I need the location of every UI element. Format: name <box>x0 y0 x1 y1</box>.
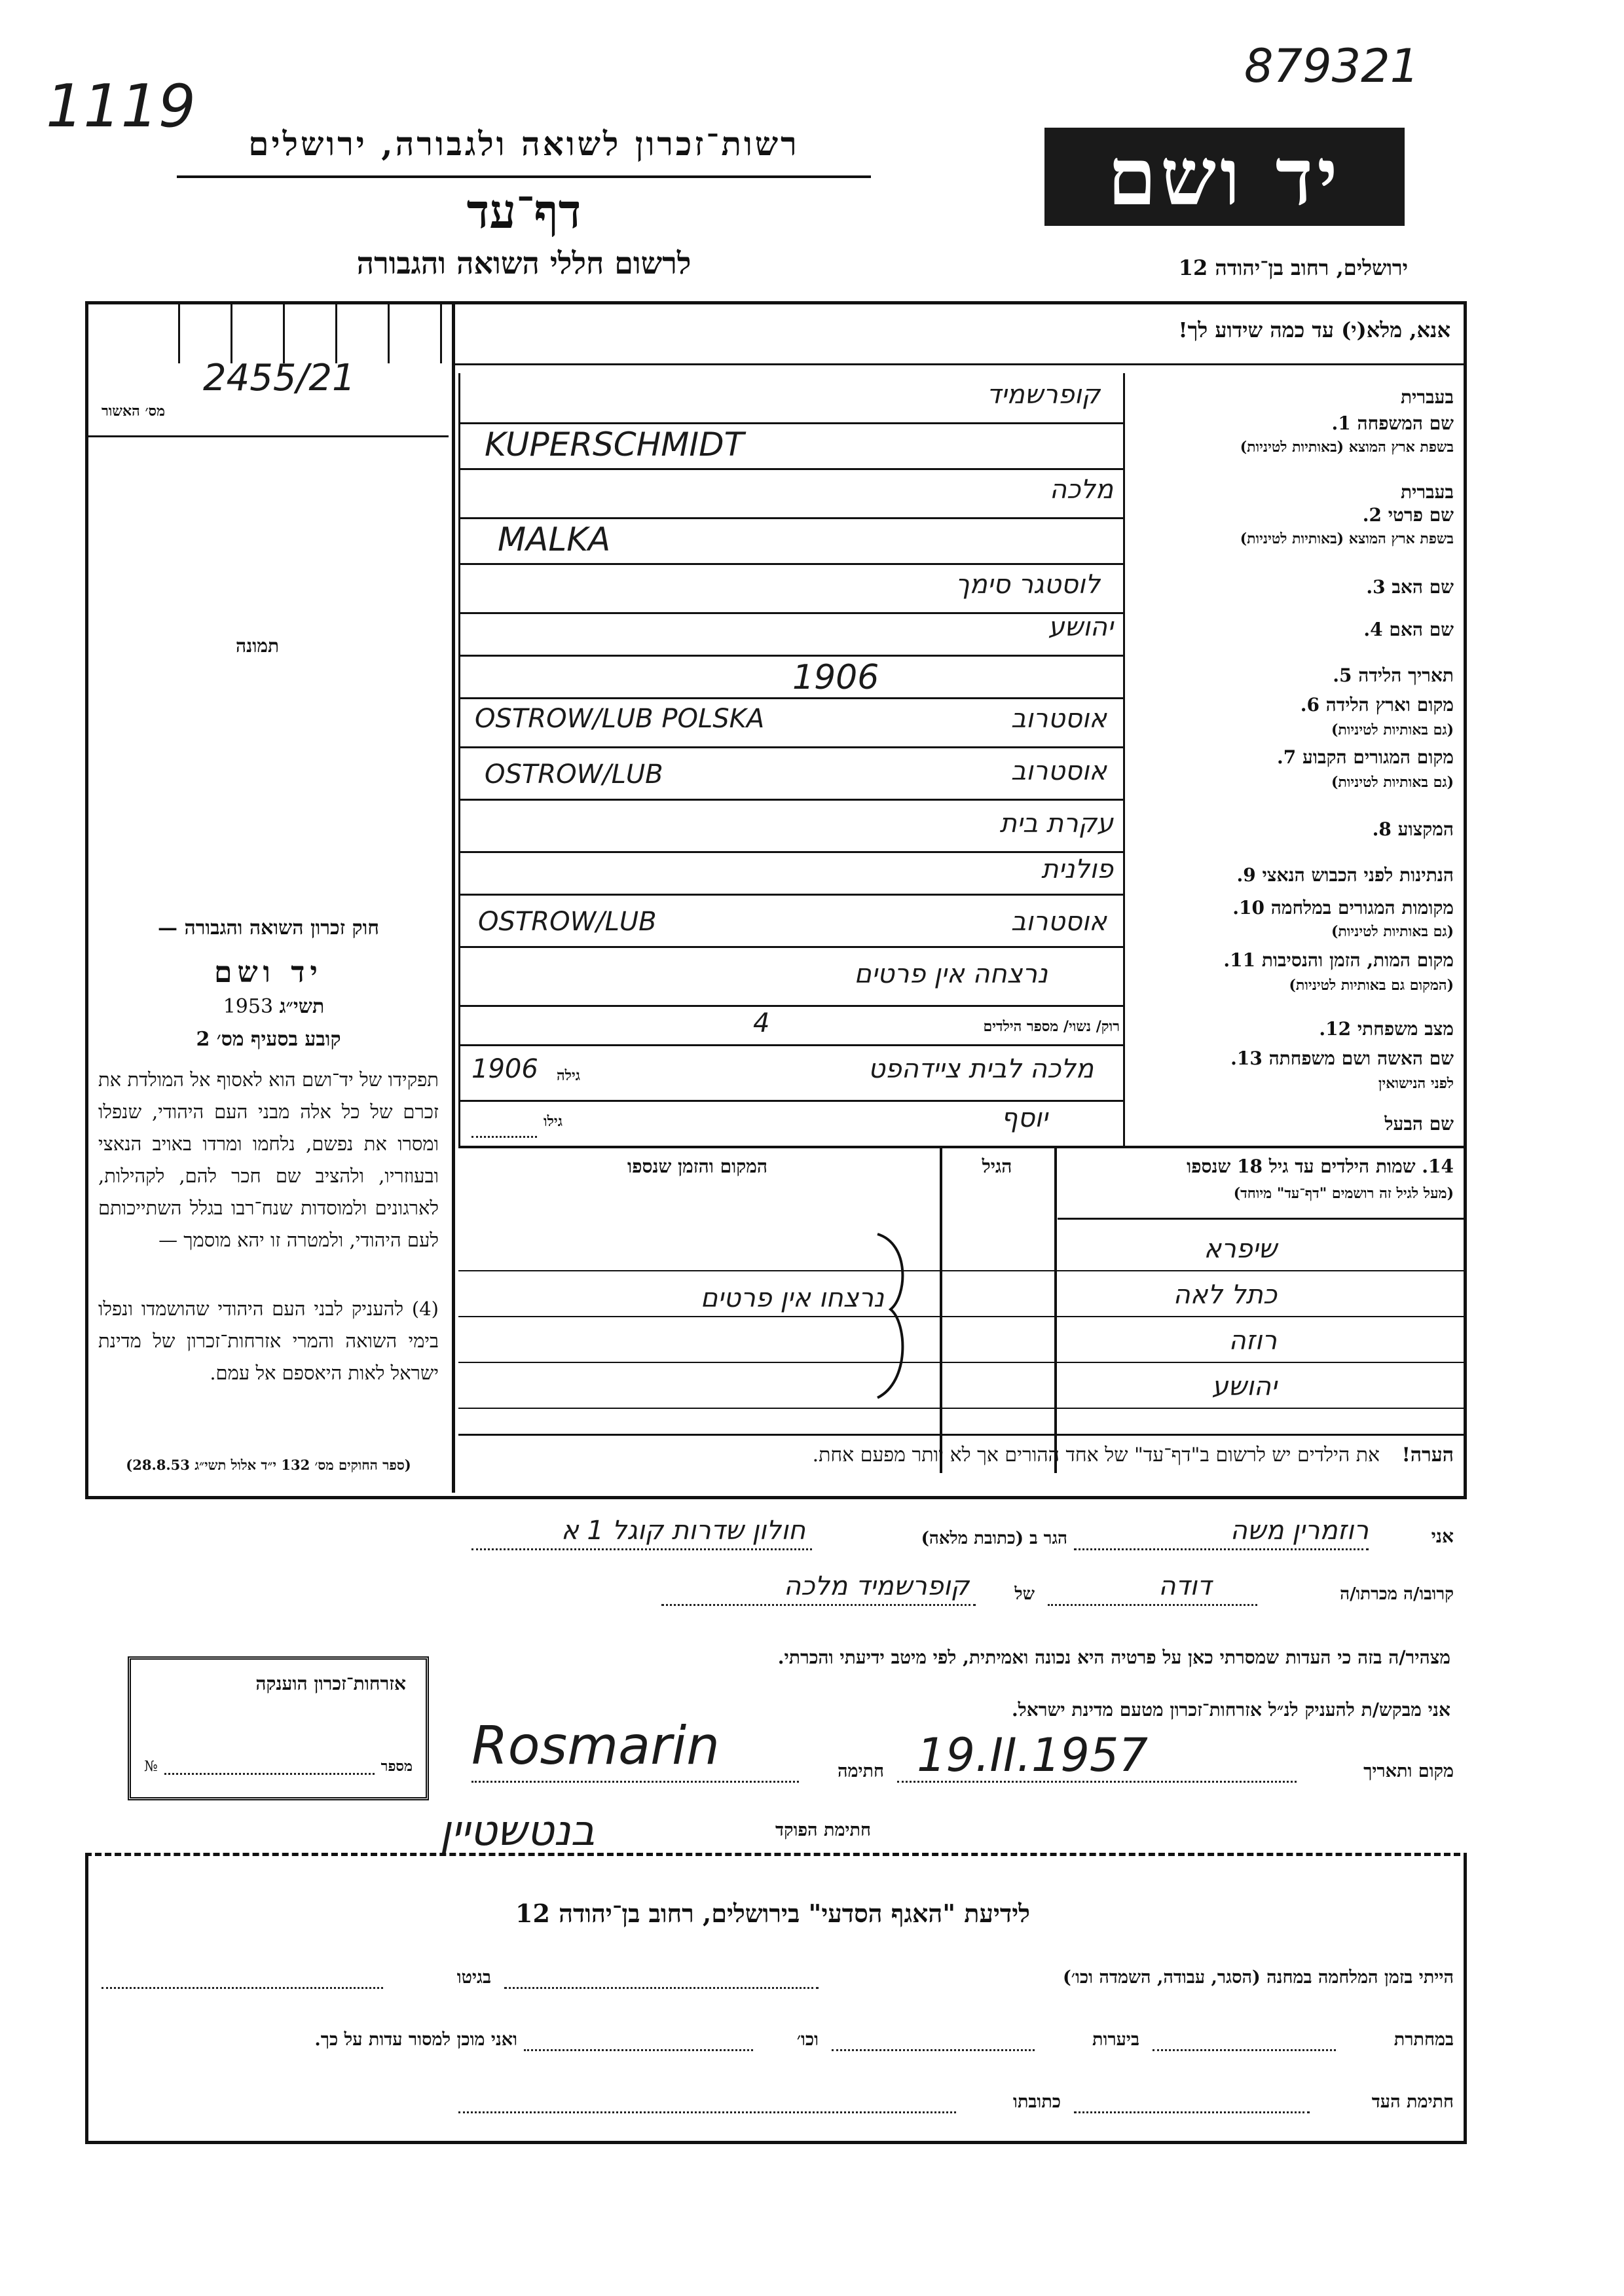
children-count: 4 <box>753 1008 770 1038</box>
wife-age: 1906 <box>471 1054 538 1084</box>
field-4-label: שם האם 4. <box>1363 619 1454 640</box>
law-year-he: תשי״ג <box>279 995 325 1018</box>
field-12-label: מצב משפחתי 12. <box>1319 1018 1454 1040</box>
law-text-2: (4) להעניק לבני העם היהודי שהושמדו ונפלו בימי השואה והמרי אזרחות־זכרון של מדינת ישראל לאות היאספם אל עמם. <box>98 1298 439 1384</box>
number-prefix: № <box>144 1758 158 1775</box>
footer-underground: במחתרת <box>1393 2030 1454 2050</box>
approval-number: 2455/21 <box>203 357 356 399</box>
residence-latin: OSTROW/LUB <box>485 759 663 790</box>
child-name-4: יהושע <box>1211 1372 1277 1402</box>
witness-ani: אני <box>1431 1525 1454 1547</box>
witness-signature: Rosmarin <box>471 1715 720 1776</box>
footer-title: לידיעת "האגף הסדעי" בירושלים, רחוב בן־יהודה 12 <box>515 1899 1030 1928</box>
officer-signature-label: חתימת הפוקד <box>775 1820 871 1840</box>
child-name-1: שיפרא <box>1204 1234 1277 1264</box>
field-2-lang: בעברית <box>1400 481 1454 503</box>
field-6-sub: (גם באותיות לטיניות) <box>1331 721 1454 738</box>
organization-name: רשות־זכרון לשואה ולגבורה, ירושלים <box>248 124 800 163</box>
memorial-citizenship-box <box>128 1656 429 1800</box>
nationality: פולנית <box>1041 854 1113 884</box>
handwritten-page-number: 1119 <box>46 72 196 141</box>
shel-label: של <box>1014 1584 1035 1604</box>
place-column-header: המקום והזמן שנספו <box>627 1156 767 1177</box>
children-death-note: נרצחו אין פרטים <box>700 1283 884 1313</box>
first-name-hebrew: מלכה <box>1049 475 1113 505</box>
field-13-label: שם האשה ושם משפחתה 13. <box>1230 1048 1454 1069</box>
witness-relation: דודה <box>1158 1571 1211 1601</box>
approval-label: מס׳ האשור <box>101 403 166 420</box>
yad-vashem-logo: יד ושם <box>1044 128 1405 226</box>
footer-etc: וכו׳ <box>796 2030 819 2050</box>
law-reference: (ספר החוקים מס׳ 132 י״ד אלול תשי״ג 28.8.53) <box>126 1457 411 1473</box>
first-name-latin: MALKA <box>498 520 611 558</box>
field-11-sub: (המקום גם באותיות לטיניות) <box>1289 977 1454 994</box>
place-date-label: מקום ותאריך <box>1363 1761 1454 1781</box>
children-subtitle: (מעל לגיל זה רושמים "דף־עד" מיוחד) <box>1233 1185 1454 1202</box>
signature-label: חתימה <box>837 1761 884 1781</box>
officer-signature: בנטשטיין <box>439 1807 595 1855</box>
field-7-label: מקום המגורים הקבוע 7. <box>1277 746 1454 768</box>
field-2-sub: בשפת ארץ המוצא (באותיות לטיניות) <box>1240 530 1454 547</box>
age-column-header: הגיל <box>982 1156 1012 1177</box>
memorial-citizenship-title: אזרחות־זכרון הוענקה <box>255 1673 406 1694</box>
field-6-label: מקום וארץ הלידה 6. <box>1300 694 1454 716</box>
field-1-sub: בשפת ארץ המוצא (באותיות לטיניות) <box>1240 439 1454 456</box>
footer-ready-to-testify: ואני מוכן למסור עדות על כך. <box>314 2030 517 2050</box>
field-2-label: שם פרטי 2. <box>1362 504 1454 526</box>
witness-date: 19.II.1957 <box>917 1728 1149 1782</box>
witness-address-label: הגר ב (כתובת מלאה) <box>921 1529 1067 1548</box>
field-8-label: המקצוע 8. <box>1372 818 1454 840</box>
witness-declaration: מצהיר/ה בזה כי העדות שמסרתי כאן על פרטיה היא נכונה ואמיתית, לפי מיטב ידיעתי והכרתי. <box>777 1647 1450 1668</box>
witness-address: חולון שדרות קוגל 1 א <box>561 1516 805 1546</box>
footer-witness-signature: חתימת העד <box>1371 2092 1454 2112</box>
field-3-label: שם האב 3. <box>1366 576 1454 598</box>
child-name-3: רוזה <box>1228 1326 1277 1356</box>
law-year: 1953 <box>223 995 274 1018</box>
photo-label: תמונה <box>236 635 280 657</box>
children-title: 14. שמות הילדים עד גיל 18 שנספו <box>1187 1156 1454 1177</box>
birthplace-latin: OSTROW/LUB POLSKA <box>475 704 765 734</box>
wife-maiden-name: מלכה לבית ציידהפט <box>868 1054 1094 1084</box>
law-title: חוק זכרון השואה והגבורה — <box>158 917 379 939</box>
note-row: הערה! את הילדים יש לרשום ב"דף־עד" של אחד ההורים אך לא יותר מפעם אחת. <box>812 1444 1454 1467</box>
address: ירושלים, רחוב בן־יהודה 12 <box>1178 255 1408 280</box>
field-1-lang: בעברית <box>1400 386 1454 408</box>
husband-name: יוסף <box>1001 1103 1048 1133</box>
field-5-label: תאריך הלידה 5. <box>1333 665 1454 686</box>
field-10-sub: (גם באותיות לטיניות) <box>1331 923 1454 940</box>
approval-box <box>88 304 449 437</box>
marital-status: רוק/ נשוי/ מספר הילדים <box>983 1018 1120 1035</box>
footer-forests: ביערות <box>1092 2030 1139 2050</box>
field-1-label: שם המשפחה 1. <box>1331 412 1454 434</box>
mother-name: יהושע <box>1048 612 1113 642</box>
intro-text: אנא, מלא(י) עד כמה שידוע לך! <box>1178 318 1450 342</box>
field-11-label: מקום המות, הזמן והנסיבות 11. <box>1223 949 1454 971</box>
surname-latin: KUPERSCHMIDT <box>485 426 745 464</box>
field-7-sub: (גם באותיות לטיניות) <box>1331 774 1454 791</box>
footer-line1-camp: הייתי בזמן המלחמה במחנה (הסגר, עבודה, השמדה וכו׳) <box>1063 1967 1454 1988</box>
number-label: מספר <box>380 1758 413 1775</box>
husband-label: שם הבעל <box>1384 1113 1454 1135</box>
birthplace-hebrew: אוסטרוב <box>1010 704 1107 734</box>
footer-address: כתובתו <box>1013 2092 1061 2112</box>
father-name: לוסטגר סימך <box>955 570 1100 600</box>
law-text: תפקידו של יד־ושם הוא לאסוף אל המולדת את זכרם של כל אלה מבני העם היהודי, שנפלו ומסרו את נפשם, נלחמו ומרדו באויב הנאצי ובעוזריו, ולהציב שם חכר להם, לקהילות, לארגונים ולמוסדות שנח־רבו בגלל השתייכותם לעם היהודי, ולמטרה זו יהא מוסמך — <box>98 1068 439 1251</box>
birth-date: 1906 <box>792 658 879 697</box>
curly-brace-mark <box>871 1231 917 1401</box>
relative-label: קרובו/ה מכרתו/ה <box>1340 1584 1454 1604</box>
residence-hebrew: אוסטרוב <box>1010 756 1107 786</box>
document-subtitle: לרשום חללי השואה והגבורה <box>356 246 692 281</box>
witness-name: רוזמרין משה <box>1230 1516 1369 1546</box>
death-details: נרצחה אין פרטים <box>854 959 1048 989</box>
handwritten-record-number: 879321 <box>1244 39 1420 93</box>
husband-age-label: גילו <box>544 1113 563 1130</box>
field-10-label: מקומות המגורים במלחמה 10. <box>1232 897 1454 919</box>
law-clause: קובע בסעיף מס׳ 2 <box>196 1028 341 1051</box>
surname-hebrew: קופרשמיד <box>986 380 1100 410</box>
field-9-label: הנתינות לפני הכבוש הנאצי 9. <box>1236 864 1454 886</box>
victim-name-repeat: קופרשמיד מלכה <box>783 1571 969 1601</box>
citizenship-request: אני מבקש/ת להעניק לנ״ל אזרחות־זכרון מטעם מדינת ישראל. <box>1011 1699 1450 1721</box>
document-title: דף־עד <box>466 183 581 239</box>
child-name-2: כתל לאה <box>1173 1280 1277 1310</box>
footer-box <box>85 1853 1467 2144</box>
wife-age-label: גילה <box>557 1067 580 1084</box>
wartime-residence-hebrew: אוסטרוב <box>1010 907 1107 937</box>
wartime-residence-latin: OSTROW/LUB <box>478 907 657 937</box>
law-name: יד ושם <box>214 956 323 989</box>
field-13-sub: לפני הנישואין <box>1378 1075 1454 1092</box>
occupation: עקרת בית <box>999 809 1113 839</box>
footer-line1-ghetto: בגיטו <box>456 1967 491 1988</box>
